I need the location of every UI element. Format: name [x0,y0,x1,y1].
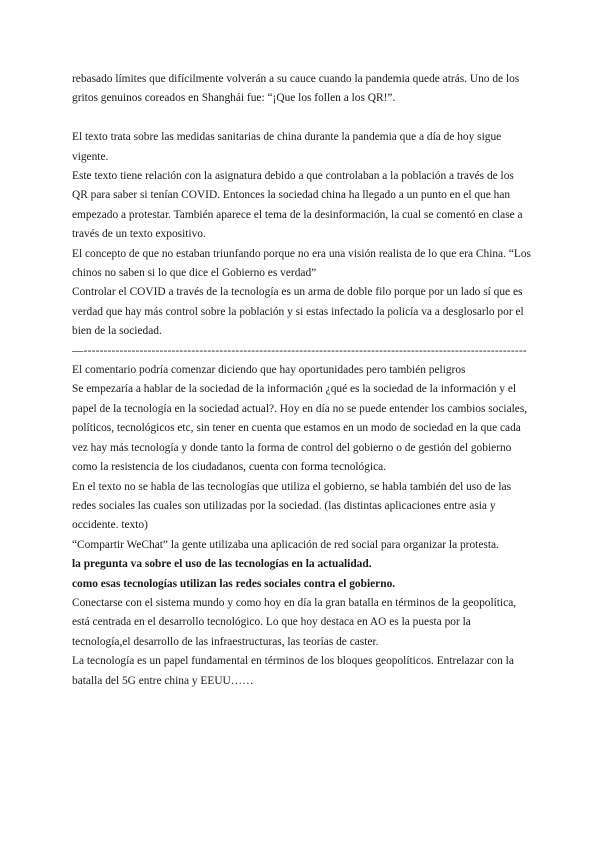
document-body [72,70,532,691]
paragraph-intro: rebasado límites que difícilmente volverán a su cauce cuando la pandemia quede atrás. Uno de los gritos genuinos coreados en Shanghái fue: “¡Que los follen a los QR!”. [72,73,520,105]
blank-line [72,109,532,128]
paragraph-concept: El concepto de que no estaban triunfando porque no era una visión realista de lo que era China. “Los chinos no saben si lo que dice el Gobierno es verdad” [72,247,531,280]
paragraph-question-detail: como esas tecnologías utilizan las redes sociales contra el gobierno. [72,577,396,590]
paragraph-question: la pregunta va sobre el uso de las tecnologías en la actualidad. [72,558,372,571]
paragraph-control: Controlar el COVID a través de la tecnología es un arma de doble filo porque por un lado sí que es verdad que hay más control sobre la población y si estas infectado la policía va a desglosarlo por el bien de la sociedad. [72,286,524,338]
paragraph-5g: La tecnología es un papel fundamental en términos de los bloques geopolíticos. Entrelazar con la batalla del 5G entre china y EEUU…… [72,655,514,687]
paragraph-summary: El texto trata sobre las medidas sanitarias de china durante la pandemia que a día de hoy sigue vigente. [72,131,502,163]
dashed-divider: —--------------------------------------------------------------------------------------------------------------- [72,344,527,357]
paragraph-wechat: “Compartir WeChat” la gente utilizaba una aplicación de red social para organizar la protesta. [72,538,499,551]
paragraph-social-networks: En el texto no se habla de las tecnologías que utiliza el gobierno, se habla también del uso de las redes sociales las cuales son utilizadas por la sociedad. (las distintas aplicaciones entre asia y occidente. texto) [72,480,512,532]
paragraph-relation: Este texto tiene relación con la asignatura debido a que controlaban a la población a través de los QR para saber si tenían COVID. Entonces la sociedad china ha llegado a un punto en el que han empezado a protestar. También aparece el tema de la desinformación, la cual se comentó en clase a través de un texto expositivo. [72,170,523,241]
paragraph-information-society: Se empezaría a hablar de la sociedad de la información ¿qué es la sociedad de la información y el papel de la tecnología en la sociedad actual?. Hoy en día no se puede entender los cambios sociales, políticos, tecnológicos etc, sin tener en cuenta que estamos en un modo de sociedad en la que cada vez hay más tecnología y donde tanto la forma de control del gobierno o de gestión del gobierno como la resistencia de los ciudadanos, cuenta con forma tecnológica. [72,383,528,474]
paragraph-geopolitics: Conectarse con el sistema mundo y como hoy en día la gran batalla en términos de la geopolítica, está centrada en el desarrollo tecnológico. Lo que hoy destaca en AO es la puesta por la tecnología,el desarrollo de las infraestructuras, las teorías de caster. [72,596,517,648]
paragraph-comment-opening: El comentario podría comenzar diciendo que hay oportunidades pero también peligros [72,364,466,377]
